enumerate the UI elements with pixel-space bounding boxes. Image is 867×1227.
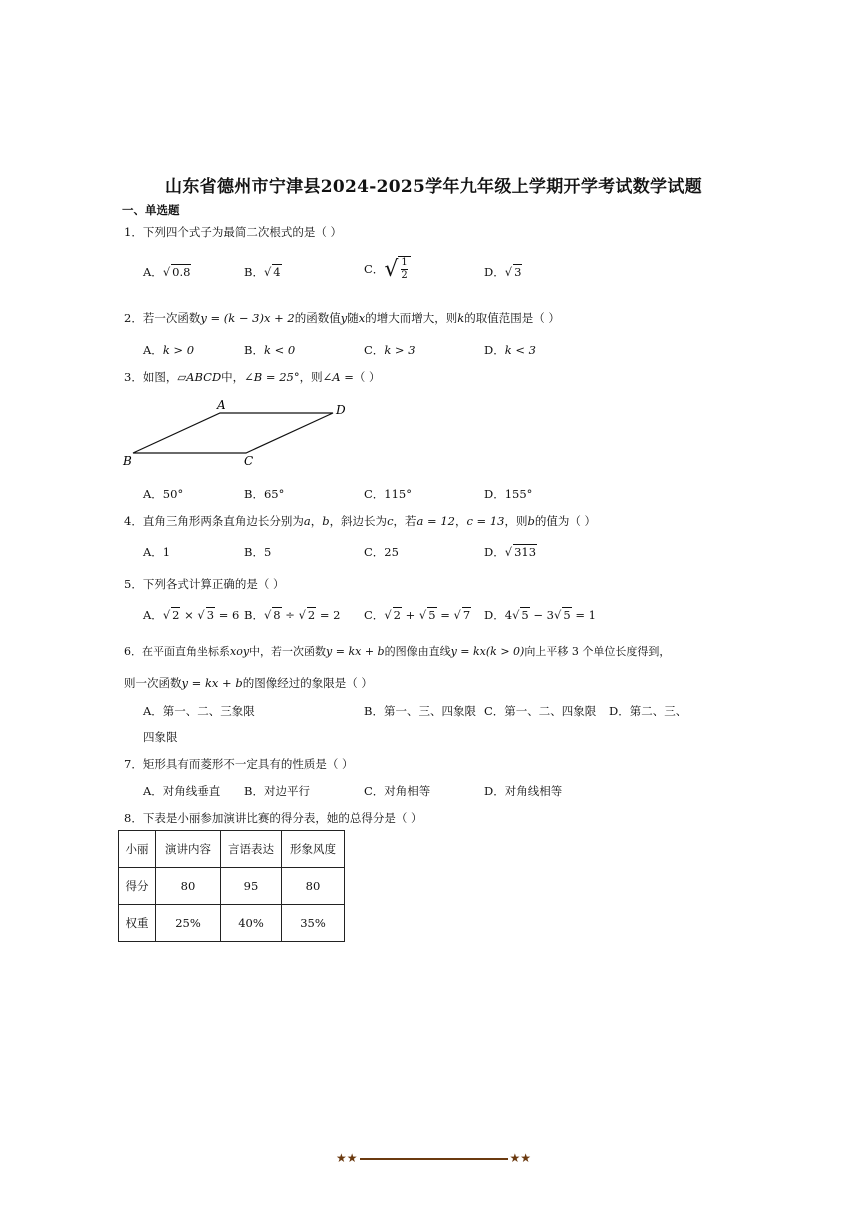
- table-cell: 权重: [119, 905, 156, 942]
- q7-option-b: B．对边平行: [244, 784, 310, 798]
- score-table: [118, 830, 345, 942]
- table-cell: 95: [221, 868, 282, 905]
- vertex-label-d: D: [336, 403, 346, 417]
- table-cell: 25%: [156, 905, 221, 942]
- question-1-stem: 1．下列四个式子为最简二次根式的是（ ）: [124, 225, 342, 239]
- q3-option-c: C．115°: [364, 487, 412, 501]
- question-7-stem: 7．矩形具有而菱形不一定具有的性质是（ ）: [124, 757, 354, 771]
- question-3-stem: 3．如图，▱ABCD中，∠B = 25°，则∠A =（ ）: [124, 370, 381, 384]
- q7-option-c: C．对角相等: [364, 784, 431, 798]
- q1-option-c: C．√ $\frac{1}{2}$: [364, 256, 411, 282]
- q6-option-b: B．第一、三、四象限: [364, 704, 476, 718]
- q3-option-a: A．50°: [143, 487, 184, 501]
- question-4-stem: 4．直角三角形两条直角边长分别为a，b，斜边长为c，若a = 12，c = 13，则b的值为（ ）: [124, 514, 597, 528]
- q2-option-d: D．k < 3: [484, 343, 536, 357]
- q3-option-b: B．65°: [244, 487, 285, 501]
- footer-ornament: [0, 1151, 867, 1165]
- question-8-stem: 8．下表是小丽参加演讲比赛的得分表，她的总得分是（ ）: [124, 811, 423, 825]
- page-title: 山东省德州市宁津县2024-2025学年九年级上学期开学考试数学试题: [165, 177, 702, 197]
- parallelogram-figure: [120, 396, 360, 472]
- table-cell: 演讲内容: [156, 831, 221, 868]
- parallelogram-shape: [133, 413, 333, 453]
- q4-option-c: C．25: [364, 545, 399, 559]
- table-cell: 35%: [282, 905, 345, 942]
- q7-option-d: D．对角线相等: [484, 784, 563, 798]
- table-cell: 40%: [221, 905, 282, 942]
- question-5-stem: 5．下列各式计算正确的是（ ）: [124, 577, 285, 591]
- q6-option-c: C．第一、二、四象限: [484, 704, 597, 718]
- question-6-line-2: 则一次函数y = kx + b的图像经过的象限是（ ）: [124, 676, 373, 690]
- star-icon: ★★: [335, 1151, 358, 1165]
- q2-option-a: A．k > 0: [143, 343, 195, 357]
- table-row: [119, 905, 345, 942]
- table-cell: 80: [156, 868, 221, 905]
- q6-option-a: A．第一、二、三象限: [143, 704, 255, 718]
- section-heading: 一、单选题: [122, 203, 180, 217]
- table-cell: 言语表达: [221, 831, 282, 868]
- q4-option-d: D．√ 313: [484, 544, 537, 560]
- table-cell: 小丽: [119, 831, 156, 868]
- question-2-stem: 2．若一次函数y = (k − 3)x + 2的函数值y随x的增大而增大，则k的取值范围是（ ）: [124, 311, 560, 325]
- star-icon: ★★: [509, 1151, 532, 1165]
- table-row: [119, 868, 345, 905]
- q5-option-a: A．√ 2 × √ 3 = 6: [143, 607, 239, 623]
- q1-option-d: D．√ 3: [484, 264, 522, 280]
- q7-option-a: A．对角线垂直: [143, 784, 221, 798]
- q1-option-b: B．√ 4: [244, 264, 282, 280]
- q3-option-d: D．155°: [484, 487, 533, 501]
- table-header-row: [119, 831, 345, 868]
- q1-option-a: A．√ 0.8: [143, 264, 191, 280]
- q4-option-b: B．5: [244, 545, 272, 559]
- vertex-label-b: B: [123, 454, 132, 468]
- vertex-label-c: C: [244, 454, 254, 468]
- question-6-line-1: 6．在平面直角坐标系xoy中，若一次函数y = kx + b的图像由直线y = kx(k > 0)向上平移 3 个单位长度得到，: [124, 645, 671, 658]
- q2-option-b: B．k < 0: [244, 343, 296, 357]
- q4-option-a: A．1: [143, 545, 171, 559]
- q5-option-d: D．4√ 5 − 3√ 5 = 1: [484, 607, 596, 623]
- q5-option-b: B．√ 8 ÷ √ 2 = 2: [244, 607, 340, 623]
- footer-divider: [360, 1158, 508, 1160]
- table-cell: 得分: [119, 868, 156, 905]
- vertex-label-a: A: [217, 398, 226, 412]
- q6-option-d-continued: 四象限: [143, 730, 178, 744]
- q6-option-d: D．第二、三、: [609, 704, 688, 718]
- table-cell: 形象风度: [282, 831, 345, 868]
- q2-option-c: C．k > 3: [364, 343, 416, 357]
- table-cell: 80: [282, 868, 345, 905]
- q5-option-c: C．√ 2 + √ 5 = √ 7: [364, 607, 471, 623]
